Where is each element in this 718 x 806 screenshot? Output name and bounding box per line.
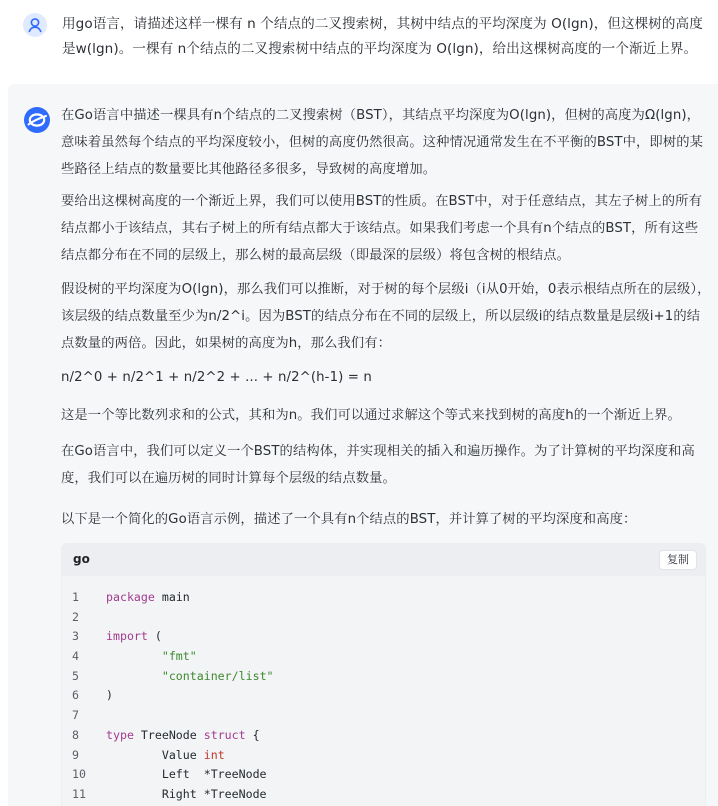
answer-paragraph: 在Go语言中描述一棵具有n个结点的二叉搜索树（BST），其结点平均深度为O(lgn)，但树的高度为Ω(lgn)，意味着虽然每个结点的平均深度较小，但树的高度仍然很高。这种情况通常发生在不平衡的BST中，即树的某些路径上结点的数量要比其他路径多很多，导致树的高度增加。: [61, 108, 704, 177]
code-line: [62, 746, 705, 766]
code-line: [62, 726, 705, 746]
line-number: 2: [72, 609, 79, 624]
code-line: [62, 647, 705, 667]
line-number: 1: [72, 590, 79, 604]
user-message-text: 用go语言，请描述这样一棵有 n 个结点的二叉搜索树，其树中结点的平均深度为 O(lgn)，但这棵树的高度是w(lgn)。一棵有 n个结点的二叉搜索树中结点的平均深度为 O(lgn)，给出这棵树高度的一个渐近上界。: [62, 16, 703, 57]
code-block: [61, 543, 706, 806]
code-header: [62, 544, 705, 576]
line-number: 9: [72, 747, 79, 762]
answer-paragraph: 以下是一个简化的Go语言示例，描述了一个具有n个结点的BST，并计算了树的平均深度和高度：: [61, 512, 637, 527]
code-line: [62, 706, 705, 726]
answer-paragraph: 要给出这棵树高度的一个渐近上界，我们可以使用BST的性质。在BST中，对于任意结点，其左子树上的所有结点都小于该结点，其右子树上的所有结点都大于该结点。如果我们考虑一个具有n个结点的BST，所有这些结点都分布在不同的层级上，那么树的最高层级（即最深的层级）将包含树的根结点。: [61, 194, 702, 263]
code-text: import (: [106, 629, 162, 644]
code-line: [62, 627, 705, 647]
user-avatar-icon: [23, 13, 47, 37]
code-line: [62, 588, 705, 608]
code-line: [62, 667, 705, 687]
line-number: 8: [72, 727, 79, 742]
user-message: [0, 0, 718, 72]
formula-line: n/2^0 + n/2^1 + n/2^2 + ... + n/2^(h-1) = n: [61, 370, 372, 385]
code-text: "fmt": [161, 649, 197, 664]
code-line: [62, 785, 705, 805]
code-text: ): [106, 688, 113, 703]
line-number: 10: [72, 767, 86, 782]
line-number: 7: [72, 708, 79, 723]
code-text: package main: [106, 590, 190, 604]
code-text: "container/list": [161, 668, 274, 683]
assistant-message: [8, 84, 718, 806]
code-line: [62, 608, 705, 628]
line-number: 3: [72, 629, 79, 644]
answer-paragraph: 这是一个等比数列求和的公式，其和为n。我们可以通过求解这个等式来找到树的高度h的一个渐近上界。: [61, 408, 681, 423]
code-line: [62, 686, 705, 706]
code-text: Left *TreeNode: [106, 767, 267, 782]
line-number: 6: [72, 688, 79, 703]
code-text: Value int: [106, 747, 225, 762]
line-number: 11: [72, 786, 86, 801]
code-language-label: go: [73, 552, 90, 566]
ai-logo-icon: [23, 106, 51, 134]
copy-code-button[interactable]: 复制: [659, 550, 697, 570]
code-line: [62, 765, 705, 785]
code-text: Right *TreeNode: [106, 786, 267, 801]
answer-paragraph: 假设树的平均深度为O(lgn)，那么我们可以推断，对于树的每个层级i（i从0开始，0表示根结点所在的层级），该层级的结点数量至少为n/2^i。因为BST的结点分布在不同的层级上，所以层级i的结点数量是层级i+1的结点数量的两倍。因此，如果树的高度为h，那么我们有：: [61, 282, 711, 351]
answer-paragraph: 在Go语言中，我们可以定义一个BST的结构体，并实现相关的插入和遍历操作。为了计算树的平均深度和高度，我们可以在遍历树的同时计算每个层级的结点数量。: [61, 444, 695, 486]
line-number: 5: [72, 668, 79, 683]
code-text: type TreeNode struct {: [106, 727, 260, 742]
code-body: [62, 588, 705, 805]
line-number: 4: [72, 649, 79, 664]
